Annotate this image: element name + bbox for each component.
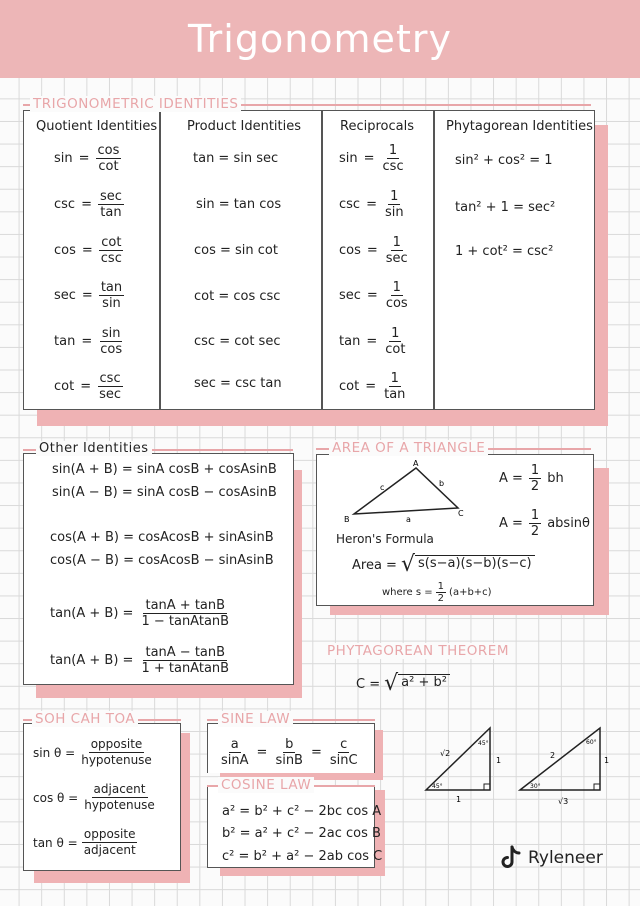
base-label: 1 [456, 795, 462, 804]
hypotenuse-label: 2 [550, 751, 556, 760]
right-angle-mark [484, 784, 490, 790]
reciprocal-row: sin = $\frac{1}{\csc}$ [339, 143, 404, 174]
product-row: cot = cos csc [194, 289, 281, 304]
herons-label: Heron's Formula [336, 532, 434, 546]
base-angle-label: 30° [530, 783, 541, 790]
quotient-row: sin = $\frac{\cos}{\cot}$ [54, 143, 120, 174]
tiktok-icon [500, 845, 522, 871]
right-angle-mark [594, 784, 600, 790]
vertex-a-label: A [413, 459, 419, 468]
cosine-law-label: COSINE LAW [218, 777, 314, 793]
quotient-row: cot = $\frac{\csc}{\sec}$ [54, 371, 122, 402]
cosine-law-row: a² = b² + c² − 2bc cos A [222, 804, 382, 819]
other-identities-title: Other Identities [36, 441, 152, 456]
quotient-title: Quotient Identities [36, 119, 158, 134]
top-angle-label: 45° [478, 740, 489, 747]
special-triangle-45 [418, 720, 504, 804]
sine-law-label: SINE LAW [218, 711, 293, 727]
reciprocal-row: cos = $\frac{1}{\sec}$ [339, 235, 408, 266]
vertex-c-label: C [458, 509, 464, 518]
divider [321, 111, 323, 409]
triangle-shape [354, 468, 458, 514]
area-formula-absin: A = $\frac{1}{2}$ absinθ [499, 508, 590, 539]
cosine-law-row: c² = b² + a² − 2ab cos C [222, 849, 383, 864]
cosine-law-row: b² = a² + c² − 2ac cos B [222, 826, 381, 841]
quotient-row: tan = $\frac{\sin}{\cos}$ [54, 326, 123, 357]
soh-row: sin θ = $\frac{\text{opposite}}{\text{hypotenuse}}$ [33, 737, 152, 767]
top-angle-label: 60° [586, 739, 597, 746]
product-row: cos = sin cot [194, 243, 278, 258]
sum-row: sin(A − B) = sinA cosB − cosAsinB [52, 485, 277, 500]
reciprocals-title: Reciprocals [340, 119, 414, 134]
title-banner [0, 0, 640, 78]
sum-row: sin(A + B) = sinA cosB + cosAsinB [52, 462, 277, 477]
side-a-label: a [406, 515, 411, 524]
quotient-row: cos = $\frac{\cot}{\csc}$ [54, 235, 122, 266]
divider [433, 111, 435, 409]
reciprocal-row: tan = $\frac{1}{\cot}$ [339, 326, 406, 357]
triangle-shape [520, 728, 600, 790]
pythagorean-identity-row: 1 + cot² = csc² [455, 244, 554, 259]
reciprocal-row: sec = $\frac{1}{\cos}$ [339, 280, 408, 311]
watermark [500, 845, 603, 871]
pythagorean-identity-row: sin² + cos² = 1 [455, 153, 553, 168]
base-angle-label: 45° [432, 783, 443, 790]
herons-formula: Area = √ s(s−a)(s−b)(s−c) [352, 555, 535, 575]
product-row: sin = tan cos [196, 197, 282, 212]
triangle-diagram [340, 456, 470, 528]
hypotenuse-label: √2 [440, 749, 451, 758]
soh-row: cos θ = $\frac{\text{adjacent}}{\text{hypotenuse}}$ [33, 782, 155, 812]
product-row: csc = cot sec [194, 334, 281, 349]
tan-diff-row: tan(A + B) = $\frac{\tan A - \tan B}{\text{1 + tanAtanB}}$ [50, 645, 230, 676]
base-label: √3 [558, 797, 569, 804]
reciprocal-row: csc = $\frac{1}{\sin}$ [339, 189, 404, 220]
quotient-row: sec = $\frac{\tan}{\sin}$ [54, 280, 123, 311]
divider [159, 111, 161, 409]
tan-sum-row: tan(A + B) = $\frac{\tan A + \tan B}{\text{1 − tanAtanB}}$ [50, 598, 230, 629]
quotient-row: csc = $\frac{\sec}{\tan}$ [54, 189, 122, 220]
watermark-label: Ryleneer [528, 848, 603, 868]
product-row: sec = csc tan [194, 376, 282, 391]
pythagorean-theorem: C = √ a² + b² [356, 674, 450, 694]
special-triangle-30-60 [512, 720, 612, 804]
soh-section-label: SOH CAH TOA [32, 711, 138, 727]
product-row: tan = sin sec [193, 151, 279, 166]
vertex-b-label: B [344, 515, 350, 524]
reciprocal-row: cot = $\frac{1}{\tan}$ [339, 371, 406, 402]
sine-law-formula: $\frac{a}{\sin A}$ = $\frac{b}{\sin B}$ = $\frac{c}{\sin C}$ [221, 737, 358, 768]
soh-row: tan θ = $\frac{\text{opposite}}{\text{adjacent}}$ [33, 827, 136, 857]
page-title: Trigonometry [188, 17, 452, 61]
pythagorean-identities-title: Phytagorean Identities [446, 119, 593, 134]
product-title: Product Identities [187, 119, 302, 134]
leg-label: 1 [604, 756, 610, 765]
side-b-label: b [439, 479, 445, 488]
pythagorean-theorem-label: PHYTAGOREAN THEOREM [324, 643, 512, 659]
identities-section-label: TRIGONOMETRIC IDENTITIES [30, 96, 241, 112]
pythagorean-identity-row: tan² + 1 = sec² [455, 200, 556, 215]
sum-row: cos(A − B) = cosAcosB − sinAsinB [50, 553, 274, 568]
leg-label: 1 [496, 756, 502, 765]
area-section-label: AREA OF A TRIANGLE [329, 440, 488, 456]
triangle-shape [426, 728, 490, 790]
semi-perimeter: where s = $\frac{1}{2}$ (a+b+c) [382, 581, 492, 604]
area-formula-bh: A = $\frac{1}{2}$ bh [499, 463, 564, 494]
sum-row: cos(A + B) = cosAcosB + sinAsinB [50, 530, 274, 545]
side-c-label: c [380, 483, 385, 492]
